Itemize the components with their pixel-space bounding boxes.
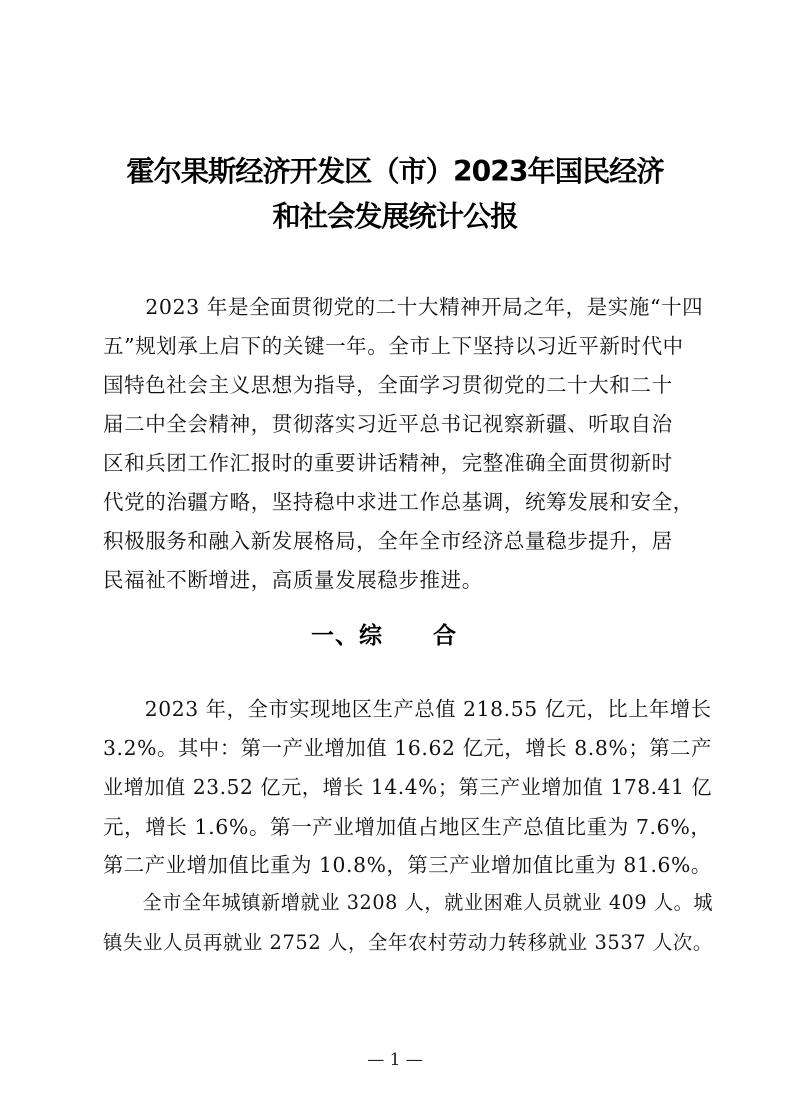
- document-title-line-1: 霍尔果斯经济开发区（市）2023年国民经济: [126, 155, 664, 188]
- intro-line: 区和兵团工作汇报时的重要讲话精神，完整准确全面贯彻新时: [103, 451, 673, 475]
- intro-line: 五”规划承上启下的关键一年。全市上下坚持以习近平新时代中: [103, 334, 684, 358]
- section-line: 全市全年城镇新增就业 3208 人，就业困难人员就业 409 人。城: [103, 891, 714, 914]
- intro-line: 国特色社会主义思想为指导，全面学习贯彻党的二十大和二十: [103, 373, 673, 397]
- section-line: 第二产业增加值比重为 10.8%，第三产业增加值比重为 81.6%。: [103, 853, 712, 877]
- section-line: 2023 年，全市实现地区生产总值 218.55 亿元，比上年增长: [103, 697, 712, 721]
- section-line: 镇失业人员再就业 2752 人，全年农村劳动力转移就业 3537 人次。: [103, 931, 713, 954]
- section-line: 业增加值 23.52 亿元，增长 14.4%；第三产业增加值 178.41 亿: [103, 775, 713, 799]
- section-line: 3.2%。其中：第一产业增加值 16.62 亿元，增长 8.8%；第二产: [103, 736, 713, 760]
- document-title-line-2: 和社会发展统计公报: [272, 200, 518, 233]
- intro-line: 积极服务和融入新发展格局，全年全市经济总量稳步提升，居: [103, 529, 673, 553]
- section-heading: [311, 617, 457, 650]
- intro-line: 届二中全会精神，贯彻落实习近平总书记视察新疆、听取自治: [103, 412, 673, 436]
- intro-line: 民福祉不断增进，高质量发展稳步推进。: [103, 568, 483, 592]
- section-heading-part-1: 一、综: [311, 623, 383, 649]
- section-heading-part-2: 合: [433, 623, 457, 649]
- intro-line: 代党的治疆方略，坚持稳中求进工作总基调，统筹发展和安全，: [103, 490, 694, 514]
- section-line: 元，增长 1.6%。第一产业增加值占地区生产总值比重为 7.6%，: [103, 815, 712, 839]
- page-number: — 1 —: [367, 1050, 423, 1070]
- intro-line: 2023 年是全面贯彻党的二十大精神开局之年，是实施“十四: [103, 295, 704, 319]
